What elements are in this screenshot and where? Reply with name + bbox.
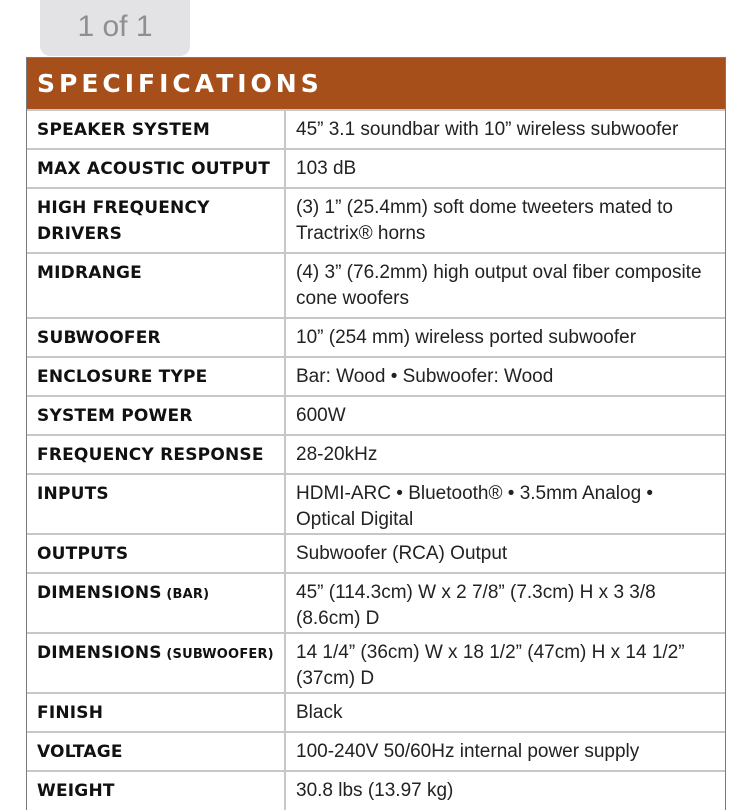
spec-value: 10” (254 mm) wireless ported subwoofer <box>285 318 725 357</box>
spec-label-text: ENCLOSURE TYPE <box>37 367 208 387</box>
spec-value: 600W <box>285 396 725 435</box>
page-indicator-text: 1 of 1 <box>77 10 153 43</box>
spec-row <box>27 573 725 633</box>
spec-table <box>27 109 725 810</box>
spec-label <box>27 633 285 693</box>
spec-title: SPECIFICATIONS <box>37 69 323 98</box>
spec-label-text: FINISH <box>37 703 104 723</box>
spec-label <box>27 474 285 534</box>
spec-label <box>27 771 285 810</box>
spec-label-text: SYSTEM POWER <box>37 406 193 426</box>
spec-label <box>27 534 285 573</box>
spec-label <box>27 318 285 357</box>
spec-value: 103 dB <box>285 149 725 188</box>
spec-value: Subwoofer (RCA) Output <box>285 534 725 573</box>
spec-label-suffix: (BAR) <box>161 587 210 602</box>
spec-label <box>27 110 285 149</box>
spec-value: (3) 1” (25.4mm) soft dome tweeters mated to Tractrix® horns <box>285 188 725 253</box>
spec-value: Black <box>285 693 725 732</box>
page-indicator <box>40 0 190 56</box>
spec-row <box>27 771 725 810</box>
spec-value: 28-20kHz <box>285 435 725 474</box>
spec-label <box>27 732 285 771</box>
spec-row <box>27 732 725 771</box>
spec-label <box>27 573 285 633</box>
spec-row <box>27 188 725 253</box>
spec-label <box>27 693 285 732</box>
spec-label <box>27 435 285 474</box>
spec-label-suffix: (SUBWOOFER) <box>161 647 274 662</box>
spec-label <box>27 188 285 253</box>
spec-header <box>27 58 725 109</box>
spec-label-text: MAX ACOUSTIC OUTPUT <box>37 159 271 179</box>
spec-row <box>27 253 725 318</box>
spec-row <box>27 357 725 396</box>
spec-value: HDMI-ARC • Bluetooth® • 3.5mm Analog • Optical Digital <box>285 474 725 534</box>
spec-value: (4) 3” (76.2mm) high output oval fiber composite cone woofers <box>285 253 725 318</box>
spec-label <box>27 149 285 188</box>
spec-row <box>27 633 725 693</box>
spec-row <box>27 693 725 732</box>
spec-label <box>27 253 285 318</box>
spec-sheet <box>26 57 726 810</box>
spec-row <box>27 318 725 357</box>
spec-value: 45” 3.1 soundbar with 10” wireless subwoofer <box>285 110 725 149</box>
spec-label <box>27 396 285 435</box>
spec-label-text: HIGH FREQUENCY DRIVERS <box>37 198 210 244</box>
spec-row <box>27 474 725 534</box>
spec-label-text: OUTPUTS <box>37 544 129 564</box>
spec-row <box>27 110 725 149</box>
spec-label-text: VOLTAGE <box>37 742 123 762</box>
spec-value: 30.8 lbs (13.97 kg) <box>285 771 725 810</box>
spec-row <box>27 435 725 474</box>
spec-value: Bar: Wood • Subwoofer: Wood <box>285 357 725 396</box>
spec-label-text: INPUTS <box>37 484 109 504</box>
spec-value: 45” (114.3cm) W x 2 7/8” (7.3cm) H x 3 3/8 (8.6cm) D <box>285 573 725 633</box>
spec-label-text: DIMENSIONS <box>37 583 162 603</box>
spec-value: 100-240V 50/60Hz internal power supply <box>285 732 725 771</box>
spec-label-text: DIMENSIONS <box>37 643 162 663</box>
spec-label <box>27 357 285 396</box>
spec-row <box>27 396 725 435</box>
spec-label-text: WEIGHT <box>37 781 115 801</box>
spec-label-text: MIDRANGE <box>37 263 142 283</box>
spec-label-text: FREQUENCY RESPONSE <box>37 445 264 465</box>
spec-label-text: SUBWOOFER <box>37 328 161 348</box>
spec-value: 14 1/4” (36cm) W x 18 1/2” (47cm) H x 14 1/2” (37cm) D <box>285 633 725 693</box>
spec-row <box>27 534 725 573</box>
spec-row <box>27 149 725 188</box>
spec-label-text: SPEAKER SYSTEM <box>37 120 210 140</box>
